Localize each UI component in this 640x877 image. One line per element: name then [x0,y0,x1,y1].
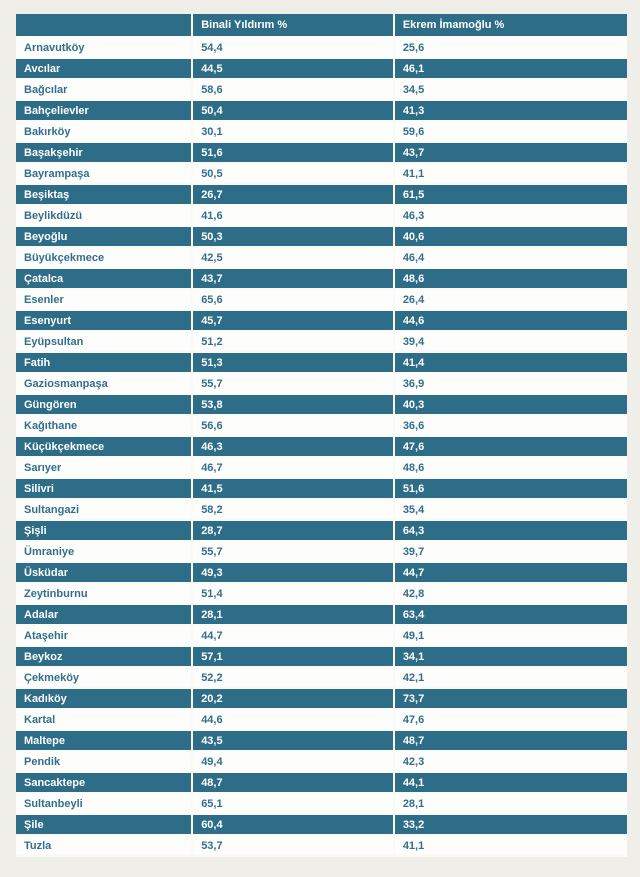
district-name-cell: Kadıköy [16,689,193,710]
binali-value-cell: 46,3 [193,437,395,458]
district-name-cell: Büyükçekmece [16,248,193,269]
ekrem-value-cell: 26,4 [395,290,627,311]
binali-value-cell: 56,6 [193,416,395,437]
table-row [16,311,627,332]
binali-value-cell: 49,4 [193,752,395,773]
table-row [16,185,627,206]
ekrem-value-cell: 47,6 [395,710,627,731]
binali-value-cell: 49,3 [193,563,395,584]
ekrem-value-cell: 73,7 [395,689,627,710]
district-name-cell: Ataşehir [16,626,193,647]
binali-value-cell: 58,2 [193,500,395,521]
table-row [16,626,627,647]
district-name-cell: Fatih [16,353,193,374]
district-name-cell: Güngören [16,395,193,416]
table-row [16,80,627,101]
binali-value-cell: 55,7 [193,374,395,395]
header-row [16,14,627,38]
table-row [16,836,627,857]
ekrem-value-cell: 35,4 [395,500,627,521]
binali-value-cell: 20,2 [193,689,395,710]
ekrem-value-cell: 49,1 [395,626,627,647]
district-name-cell: Maltepe [16,731,193,752]
table-row [16,647,627,668]
district-name-cell: Ümraniye [16,542,193,563]
table-row [16,563,627,584]
district-name-cell: Silivri [16,479,193,500]
header-cell-district [16,14,193,38]
results-table-container [16,14,627,857]
ekrem-value-cell: 42,8 [395,584,627,605]
table-row [16,668,627,689]
table-row [16,101,627,122]
district-name-cell: Çekmeköy [16,668,193,689]
district-name-cell: Üsküdar [16,563,193,584]
district-name-cell: Bayrampaşa [16,164,193,185]
table-row [16,605,627,626]
district-name-cell: Esenyurt [16,311,193,332]
table-row [16,353,627,374]
district-name-cell: Beykoz [16,647,193,668]
binali-value-cell: 65,6 [193,290,395,311]
binali-value-cell: 65,1 [193,794,395,815]
ekrem-value-cell: 44,6 [395,311,627,332]
binali-value-cell: 48,7 [193,773,395,794]
ekrem-value-cell: 41,1 [395,836,627,857]
binali-value-cell: 43,7 [193,269,395,290]
ekrem-value-cell: 36,9 [395,374,627,395]
binali-value-cell: 50,3 [193,227,395,248]
binali-value-cell: 46,7 [193,458,395,479]
binali-value-cell: 53,7 [193,836,395,857]
ekrem-value-cell: 59,6 [395,122,627,143]
ekrem-value-cell: 42,1 [395,668,627,689]
results-table [16,14,627,857]
table-row [16,248,627,269]
table-row [16,584,627,605]
table-row [16,164,627,185]
binali-value-cell: 51,6 [193,143,395,164]
binali-value-cell: 51,3 [193,353,395,374]
district-name-cell: Beyoğlu [16,227,193,248]
ekrem-value-cell: 41,1 [395,164,627,185]
ekrem-value-cell: 28,1 [395,794,627,815]
ekrem-value-cell: 39,4 [395,332,627,353]
table-row [16,815,627,836]
district-name-cell: Beşiktaş [16,185,193,206]
table-row [16,122,627,143]
binali-value-cell: 58,6 [193,80,395,101]
ekrem-value-cell: 40,6 [395,227,627,248]
table-row [16,416,627,437]
ekrem-value-cell: 48,6 [395,458,627,479]
district-name-cell: Arnavutköy [16,38,193,59]
ekrem-value-cell: 41,3 [395,101,627,122]
table-row [16,143,627,164]
table-row [16,59,627,80]
district-name-cell: Başakşehir [16,143,193,164]
ekrem-value-cell: 46,4 [395,248,627,269]
binali-value-cell: 28,1 [193,605,395,626]
ekrem-value-cell: 46,1 [395,59,627,80]
results-table-head [16,14,627,38]
table-row [16,374,627,395]
ekrem-value-cell: 25,6 [395,38,627,59]
district-name-cell: Küçükçekmece [16,437,193,458]
ekrem-value-cell: 48,6 [395,269,627,290]
table-row [16,731,627,752]
district-name-cell: Eyüpsultan [16,332,193,353]
district-name-cell: Pendik [16,752,193,773]
district-name-cell: Çatalca [16,269,193,290]
district-name-cell: Sarıyer [16,458,193,479]
header-cell-ekrem: Ekrem İmamoğlu % [395,14,627,38]
ekrem-value-cell: 44,1 [395,773,627,794]
binali-value-cell: 41,5 [193,479,395,500]
ekrem-value-cell: 48,7 [395,731,627,752]
ekrem-value-cell: 36,6 [395,416,627,437]
district-name-cell: Tuzla [16,836,193,857]
table-row [16,794,627,815]
district-name-cell: Bahçelievler [16,101,193,122]
binali-value-cell: 28,7 [193,521,395,542]
table-row [16,437,627,458]
ekrem-value-cell: 64,3 [395,521,627,542]
table-row [16,332,627,353]
table-row [16,38,627,59]
binali-value-cell: 50,4 [193,101,395,122]
district-name-cell: Şişli [16,521,193,542]
results-table-body [16,38,627,857]
binali-value-cell: 55,7 [193,542,395,563]
table-row [16,752,627,773]
district-name-cell: Kartal [16,710,193,731]
table-row [16,773,627,794]
binali-value-cell: 43,5 [193,731,395,752]
table-row [16,395,627,416]
district-name-cell: Avcılar [16,59,193,80]
table-row [16,458,627,479]
district-name-cell: Adalar [16,605,193,626]
binali-value-cell: 52,2 [193,668,395,689]
table-row [16,290,627,311]
binali-value-cell: 42,5 [193,248,395,269]
table-row [16,206,627,227]
binali-value-cell: 44,7 [193,626,395,647]
ekrem-value-cell: 61,5 [395,185,627,206]
table-row [16,500,627,521]
binali-value-cell: 30,1 [193,122,395,143]
ekrem-value-cell: 41,4 [395,353,627,374]
table-row [16,479,627,500]
district-name-cell: Şile [16,815,193,836]
binali-value-cell: 51,4 [193,584,395,605]
table-row [16,710,627,731]
table-row [16,269,627,290]
district-name-cell: Beylikdüzü [16,206,193,227]
binali-value-cell: 53,8 [193,395,395,416]
binali-value-cell: 57,1 [193,647,395,668]
district-name-cell: Zeytinburnu [16,584,193,605]
ekrem-value-cell: 34,5 [395,80,627,101]
binali-value-cell: 44,6 [193,710,395,731]
binali-value-cell: 50,5 [193,164,395,185]
ekrem-value-cell: 63,4 [395,605,627,626]
district-name-cell: Esenler [16,290,193,311]
ekrem-value-cell: 39,7 [395,542,627,563]
header-cell-binali: Binali Yıldırım % [193,14,395,38]
binali-value-cell: 41,6 [193,206,395,227]
ekrem-value-cell: 33,2 [395,815,627,836]
district-name-cell: Bakırköy [16,122,193,143]
table-row [16,689,627,710]
ekrem-value-cell: 40,3 [395,395,627,416]
binali-value-cell: 54,4 [193,38,395,59]
ekrem-value-cell: 34,1 [395,647,627,668]
district-name-cell: Sultangazi [16,500,193,521]
binali-value-cell: 51,2 [193,332,395,353]
district-name-cell: Sultanbeyli [16,794,193,815]
binali-value-cell: 44,5 [193,59,395,80]
ekrem-value-cell: 47,6 [395,437,627,458]
district-name-cell: Sancaktepe [16,773,193,794]
table-row [16,542,627,563]
ekrem-value-cell: 44,7 [395,563,627,584]
ekrem-value-cell: 42,3 [395,752,627,773]
table-row [16,521,627,542]
district-name-cell: Gaziosmanpaşa [16,374,193,395]
table-row [16,227,627,248]
ekrem-value-cell: 51,6 [395,479,627,500]
binali-value-cell: 60,4 [193,815,395,836]
binali-value-cell: 45,7 [193,311,395,332]
ekrem-value-cell: 46,3 [395,206,627,227]
binali-value-cell: 26,7 [193,185,395,206]
district-name-cell: Bağcılar [16,80,193,101]
district-name-cell: Kağıthane [16,416,193,437]
ekrem-value-cell: 43,7 [395,143,627,164]
